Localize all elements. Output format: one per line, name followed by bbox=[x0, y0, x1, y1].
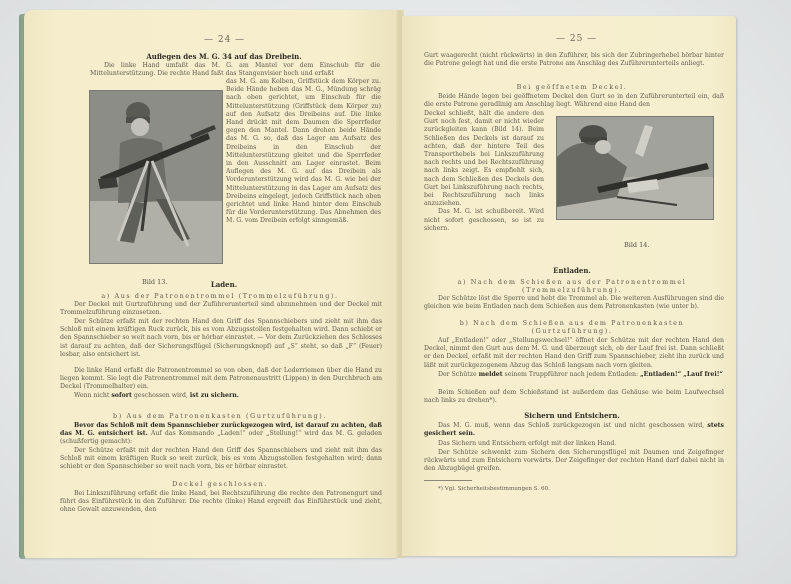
heading-entladen: Entladen. bbox=[553, 266, 591, 275]
paragraph-safety-2: Das Sichern und Entsichern erfolgt mit der linken Hand. bbox=[438, 440, 617, 447]
subheading-drum-feed: a) Aus der Patronentrommel (Trommelzuführung). bbox=[101, 292, 339, 300]
figure-14-photo bbox=[556, 116, 714, 220]
paragraph-a2: Der Schütze erfaßt mit der rechten Hand den Griff des Spannschiebers und zieht mit ihm das Schloß mit einem kräftigen Ruck zurück, bis es vom Abzugsstollen festgehalten wird. Dann schiebt er den Spannschieber so weit nach vorn, bis er hörbar einrastet. — Vor dem Zurückziehen des Schlosses ist darauf zu achten, daß der Sicherungsflügel (Sicherungsknopf) auf „S“ steht, so daß „F“ (Feuer) lesbar, also entsichert ist. bbox=[60, 318, 382, 358]
paragraph-c1: Bei Linkszuführung erfaßt die linke Hand, bei Rechtszuführung die rechte den Patronengurt und führt das Einführstück in den Zuführer. Die rechte (linke) Hand ergreift das Einführstück und zieht, ohne Gewalt anzuwenden, den bbox=[60, 490, 382, 514]
emphasis-always-safe: stets gesichert sein. bbox=[424, 422, 724, 438]
paragraph-a1: Der Deckel mit Gurtzuführung und der Zuführerunterteil sind abzunehmen und der Deckel mit Trommelzuführung einzusetzen. bbox=[60, 301, 382, 317]
ready-to-fire-text: Das M. G. ist schußbereit. Wird nicht sofort geschossen, so ist zu sichern. bbox=[424, 208, 544, 232]
paragraph-unload-b2 bbox=[424, 371, 724, 379]
heading-sichern: Sichern und Entsichern. bbox=[524, 411, 620, 420]
emphasis-sofort: sofort bbox=[111, 392, 132, 399]
text-span: Deckel schließt, hält die andere den Gurt noch fest, damit er nicht wieder zurückgleiten kann (Bild 14). Beim Schließen des Deckels ist darauf zu achten, daß der hintere Teil des Transporthebels bei Linkszuführung nach rechts und bei Rechtszuführung nach links zeigt. Es empfiehlt sich, nach dem Schließen des Deckels den Gurt bei Linkszuführung nach rechts, bei Rechtszuführung nach links anzuziehen. bbox=[424, 110, 544, 208]
subheading-cover-open: Bei geöffnetem Deckel. bbox=[516, 83, 628, 91]
right-page bbox=[402, 16, 736, 556]
footnote: *) Vgl. Sicherheitsbestimmungen S. 60. bbox=[438, 486, 550, 492]
emphasis-report: „Entladen!“ „Lauf frei!“ bbox=[640, 371, 723, 378]
paragraph-a4 bbox=[60, 392, 382, 400]
paragraph-open1: Beide Hände legen bei geöffnetem Deckel den Gurt so in den Zuführerunterteil ein, daß die erste Patrone geradlinig am Anschlag liegt. Während eine Hand den bbox=[424, 93, 724, 109]
text-span: Auf das Kommando „Laden!“ oder „Stellung!“ wird das M. G. geladen (schußfertig gemacht): bbox=[60, 430, 383, 446]
page-number: — 25 — bbox=[556, 34, 598, 44]
text-span: Der Schütze bbox=[438, 371, 479, 378]
text-span: seinem Truppführer nach jedem Entladen: bbox=[502, 371, 641, 378]
paragraph-b1 bbox=[60, 422, 382, 447]
footnote-divider bbox=[424, 480, 472, 481]
intro-paragraph: Die linke Hand umfaßt das M. G. am Mantel vor dem Einschub für die Mittelunterstützung. Die rechte Hand faßt das Stangenvisier hoch und erfaßt bbox=[90, 62, 380, 78]
figure-14-caption: Bild 14. bbox=[624, 241, 650, 249]
paragraph-safety-3: Der Schütze schwenkt zum Sichern den Sicherungsflügel mit Daumen und Zeigefinger rückwärts und zum Entsichern vorwärts. Der Zeigefinger der rechten Hand darf dabei nicht in den Abzugbügel greifen. bbox=[424, 449, 724, 473]
subheading-cover-closed: Deckel geschlossen. bbox=[172, 480, 268, 488]
continuation-paragraph: Gurt waagerecht (nicht rückwärts) in den Zuführer, bis sich der Zubringerhebel hörbar hinter die Patrone gelegt hat und die erste Patrone am Anschlag des Zuführerunterteils anliegt. bbox=[424, 52, 724, 68]
subheading-unload-drum: a) Nach dem Schießen aus der Patronentrommel (Trommelzuführung). bbox=[457, 278, 687, 294]
warning-text: Bevor das Schloß mit dem Spannschieber zurückgezogen wird, ist darauf zu achten, daß das M. G. entsichert ist. bbox=[60, 422, 382, 438]
subheading-unload-belt: b) Nach dem Schießen aus dem Patronenkasten (Gurtzuführung). bbox=[459, 319, 685, 335]
paragraph-safety-1 bbox=[424, 422, 724, 438]
left-page bbox=[24, 10, 398, 558]
soldier-with-mg-illustration bbox=[90, 91, 222, 263]
section-title: Auflegen des M. G. 34 auf das Dreibein. bbox=[146, 52, 302, 61]
paragraph-b2: Der Schütze erfaßt mit der rechten Hand den Griff des Spannschiebers und zieht mit ihm das Schloß mit einem kräftigen Ruck so weit zurück, bis es vom Abzugsstollen festgehalten wird; dann schiebt er den Spannschieber so weit nach vorn, bis er hörbar einrastet. bbox=[60, 447, 382, 471]
paragraph-unload-b1: Auf „Entladen!“ oder „Stellungswechsel!“ öffnet der Schütze mit der rechten Hand den Deckel, nimmt den Gurt aus dem M. G. und überzeugt sich, ob der Lauf frei ist. Dann schließt er den Deckel, erfaßt mit der rechten Hand den Griff zum Spannschieber, zieht ihn zurück und läßt mit zurückgezogenem Abzug das Schloß langsam nach vorn gleiten. bbox=[424, 337, 724, 369]
prone-soldier-loading-illustration bbox=[557, 117, 713, 219]
paragraph-unload-b3: Beim Schießen auf dem Schießstand ist außerdem das Gehäuse wie beim Laufwechsel nach links zu drehen*). bbox=[424, 389, 724, 405]
figure-13-photo bbox=[89, 90, 223, 264]
text-span: geschossen wird, bbox=[131, 392, 190, 399]
page-number: — 24 — bbox=[204, 35, 246, 45]
subheading-belt-feed: b) Aus dem Patronenkasten (Gurtzuführung). bbox=[113, 412, 327, 420]
figure-13-caption: Bild 13. bbox=[142, 278, 168, 286]
paragraph-a3: Die linke Hand erfaßt die Patronentrommel so von oben, daß der Lederriemen über die Hand zu liegen kommt. Sie legt die Patronentrommel mit dem Patronenaustritt (Lippen) in den Durchbruch am Deckel (Trommelhalter) ein. bbox=[60, 367, 382, 391]
text-span: Wenn nicht bbox=[74, 392, 112, 399]
emphasis-sichern: ist zu sichern. bbox=[189, 392, 239, 399]
cover-closing-column bbox=[424, 110, 544, 233]
mounting-instructions-column: das M. G. am Kolben, Griffstück dem Körper zu. Beide Hände heben das M. G., Mündung schräg nach oben gerichtet, um Einschub für die Mittelunterstützung (Griffstück dem Körper zu) auf den Aufsatz des Dreibeins auf. Die linke Hand drückt mit dem Daumen die Sperrfeder gegen den Mantel. Dann drehen beide Hände das M. G. so, daß das Lager am Aufsatz des Dreibeins in den Einschub der Mittelunterstützung gleitet und die Sperrfeder in den Ausschnitt am Lager einrastet. Beim Auflegen des M. G. auf das Dreibein als Vorderunterstützung wird das M. G. wie bei der Mittelunterstützung in das Lager am Aufsatz des Dreibeins eingelegt, jedoch Griffstück nach oben gerichtet und linke Hand hinter dem Einschub für die Vorderunterstützung. Das Abnehmen des M. G. vom Dreibein erfolgt sinngemäß. bbox=[226, 78, 381, 225]
emphasis-meldet: meldet bbox=[478, 371, 503, 378]
text-span: Das M. G. muß, wenn das Schloß zurückgezogen ist und nicht geschossen wird, bbox=[438, 422, 708, 429]
paragraph-unload-a: Der Schütze löst die Sperre und hebt die Trommel ab. Die weiteren Ausführungen sind die gleichen wie beim Entladen nach dem Schießen aus dem Patronenkasten (wie unter b). bbox=[424, 295, 724, 311]
heading-laden: Laden. bbox=[210, 280, 238, 289]
